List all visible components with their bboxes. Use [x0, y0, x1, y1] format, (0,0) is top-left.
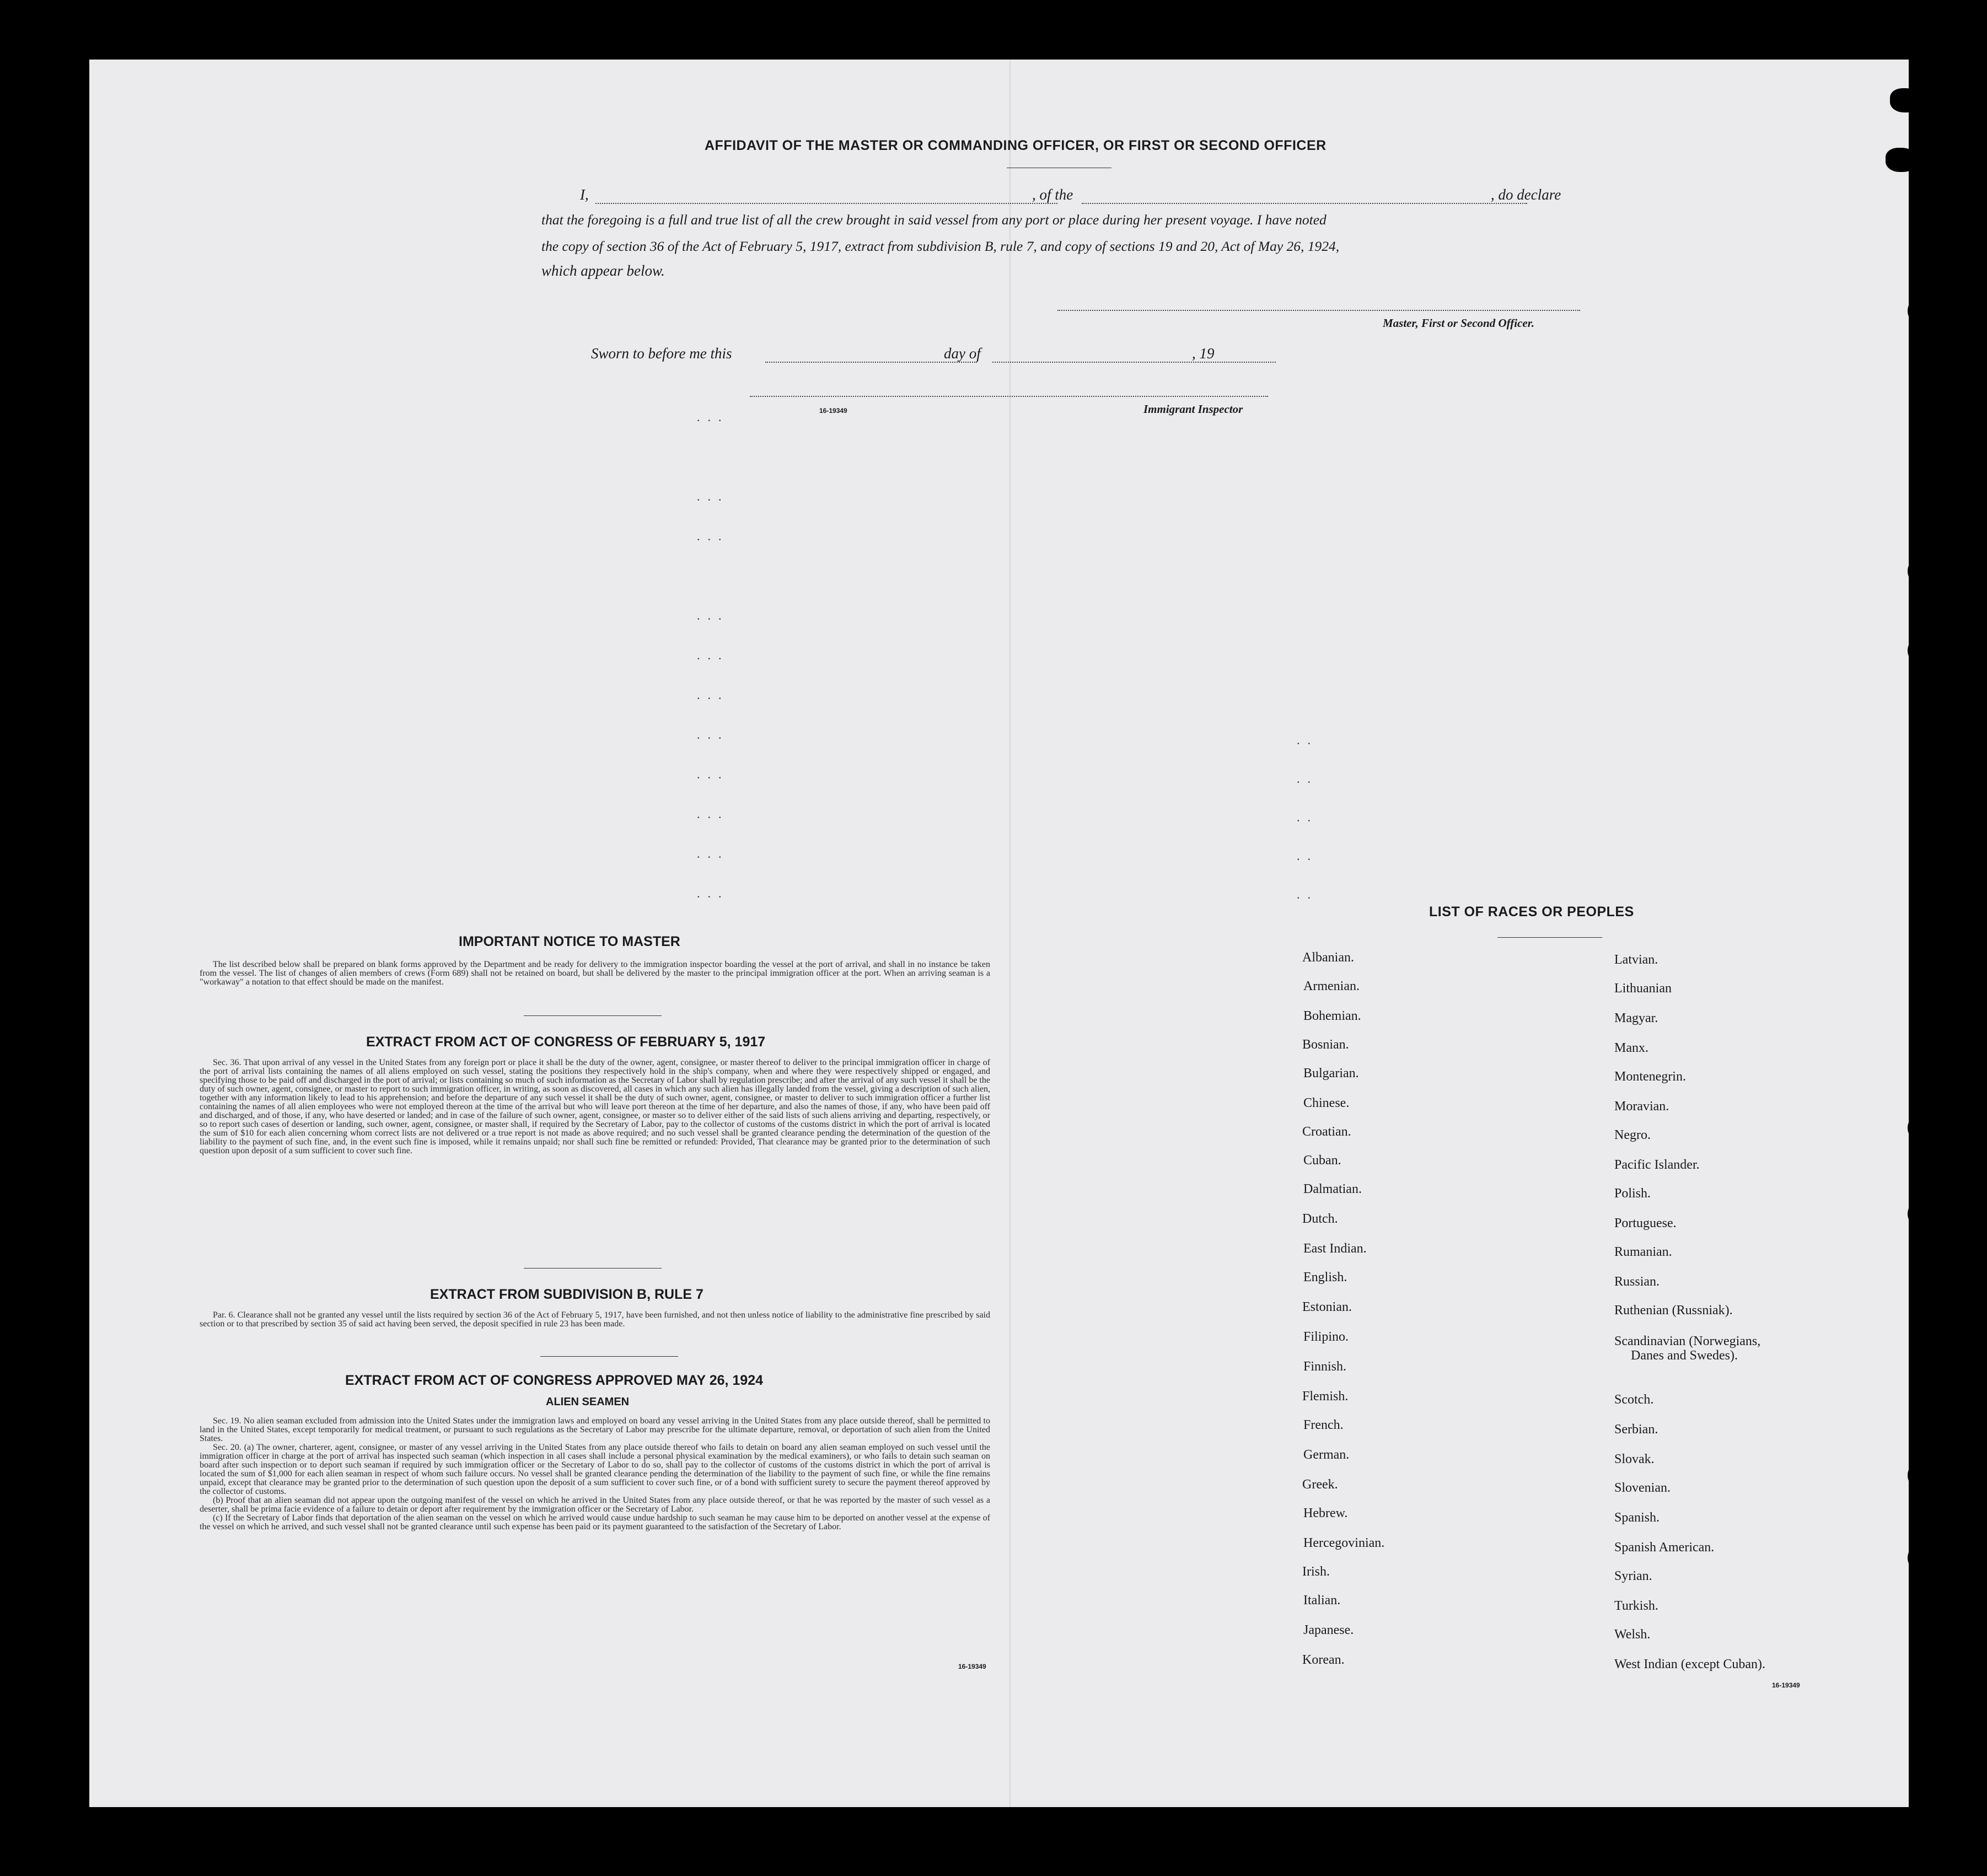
race-item: Turkish.	[1614, 1599, 1658, 1613]
dot-leader: ...	[697, 410, 729, 424]
sec20b-paragraph: (b) Proof that an alien seaman did not appear upon the outgoing manifest of the vessel on which he arrived in the United States from any place outside thereof, or that he was reported by the master of such vessel as a deserter, shall be prima facie evidence of a failure to detain or deport after requirement by the immigration officer or the Secretary of Labor.	[200, 1496, 990, 1514]
race-item: Spanish.	[1614, 1511, 1660, 1525]
extract-1917-body	[200, 1058, 990, 1155]
divider	[540, 1356, 678, 1357]
notice-title: IMPORTANT NOTICE TO MASTER	[459, 934, 680, 949]
race-item: Magyar.	[1614, 1011, 1658, 1025]
dot-leader: ...	[697, 490, 729, 503]
race-item: Irish.	[1302, 1565, 1330, 1579]
sworn-day-of: day of	[944, 345, 981, 362]
race-item: Japanese.	[1303, 1623, 1354, 1637]
race-item: Polish.	[1614, 1186, 1651, 1201]
dot-leader: ...	[697, 767, 729, 781]
race-item: French.	[1303, 1418, 1344, 1432]
punch-hole	[1890, 88, 1923, 112]
fold-crease	[1009, 60, 1011, 1807]
race-item: Estonian.	[1302, 1300, 1352, 1314]
dot-leader: ...	[697, 688, 729, 702]
race-item: Hercegovinian.	[1303, 1536, 1385, 1550]
race-item: Lithuanian	[1614, 981, 1672, 996]
race-item: Ruthenian (Russniak).	[1614, 1303, 1733, 1318]
punch-hole	[1908, 1200, 1936, 1228]
race-item: Bohemian.	[1303, 1009, 1361, 1023]
master-signature-field[interactable]	[1057, 310, 1580, 311]
inspector-signature-field[interactable]	[750, 396, 1268, 397]
race-item: East Indian.	[1303, 1241, 1367, 1256]
affidavit-declaration-line	[580, 186, 1579, 203]
punch-hole	[1886, 148, 1919, 172]
affidavit-of-the: , of the	[1032, 186, 1073, 203]
sec20c-paragraph: (c) If the Secretary of Labor finds that deportation of the alien seaman on the vessel on which he arrived would cause undue hardship to such seaman he may cause him to be deported on another vessel at the expense of the vessel on which he arrived, and such vessel shall not be granted clearance until such expense has been paid or its payment guaranteed to the satisfaction of the Secretary of Labor.	[200, 1513, 990, 1531]
race-item: Hebrew.	[1303, 1506, 1348, 1520]
divider	[524, 1015, 662, 1016]
dot-leader: ...	[697, 648, 729, 662]
race-item: Bulgarian.	[1303, 1066, 1359, 1081]
race-item: West Indian (except Cuban).	[1614, 1657, 1765, 1671]
race-item: Russian.	[1614, 1275, 1660, 1289]
dot-leader: ...	[697, 807, 729, 821]
race-item: Pacific Islander.	[1614, 1158, 1700, 1172]
race-item: Welsh.	[1614, 1627, 1651, 1642]
sec19-paragraph: Sec. 19. No alien seaman excluded from admission into the United States under the immigration laws and employed on board any vessel arriving in the United States from any place outside thereof, shall be permitted to land in the United States, except temporarily for medical treatment, or pursuant to such regulations as the Secretary of Labor may prescribe for the ultimate departure, removal, or deportation of such alien from the United States.	[200, 1416, 990, 1443]
race-item: Korean.	[1302, 1653, 1345, 1667]
race-item: Montenegrin.	[1614, 1069, 1686, 1084]
affidavit-line-2: that the foregoing is a full and true list of all the crew brought in said vessel from any port or place during her present voyage. I have noted	[541, 212, 1327, 228]
race-item: Negro.	[1614, 1128, 1651, 1142]
dot-leader: ..	[1297, 733, 1318, 747]
race-item: Croatian.	[1302, 1125, 1351, 1139]
dot-leader: ..	[1297, 810, 1318, 824]
race-item: Flemish.	[1302, 1389, 1349, 1404]
affidavit-do-declare: , do declare	[1491, 186, 1561, 203]
title-underline	[1497, 937, 1602, 938]
sec20a-paragraph: Sec. 20. (a) The owner, charterer, agent, consignee, or master of any vessel arriving in the United States from any place outside thereof who fails to detain on board any alien seaman employed on such vessel until the immigration officer in charge at the port of arrival has inspected such seaman (which inspection in all cases shall include a personal physical examination by the medical examiners), or who fails to detain such seaman on board after such inspection or to deport such seaman if required by such immigration officer or the Secretary of Labor to do so, shall pay to the collector of customs of the customs district in which the port of arrival is located the sum of $1,000 for each alien seaman in respect of whom such failure occurs. No vessel shall be granted clearance pending the determination of the liability to the payment of such fine, or while the fine remains unpaid, except that clearance may be granted prior to the determination of such question upon the deposit of a sum sufficient to cover such fine, or of a bond with sufficient surety to secure the payment thereof approved by the collector of customs.	[200, 1443, 990, 1496]
punch-hole	[1908, 297, 1936, 325]
dot-leader: ...	[697, 609, 729, 622]
extract-1924-title: EXTRACT FROM ACT OF CONGRESS APPROVED MAY 26, 1924	[345, 1373, 764, 1388]
race-item: Dalmatian.	[1303, 1182, 1362, 1196]
punch-hole	[1908, 1114, 1936, 1142]
race-item: English.	[1303, 1270, 1347, 1284]
race-item: German.	[1303, 1448, 1350, 1462]
dot-leader: ...	[697, 886, 729, 900]
affidavit-line-3: the copy of section 36 of the Act of February 5, 1917, extract from subdivision B, rule 7, and copy of sections 19 and 20, Act of May 26, 1924,	[541, 238, 1340, 254]
affidavit-line-4: which appear below.	[541, 262, 665, 279]
affidavit-title: AFFIDAVIT OF THE MASTER OR COMMANDING OFFICER, OR FIRST OR SECOND OFFICER	[705, 138, 1327, 153]
race-item: Greek.	[1302, 1477, 1338, 1492]
races-form-number: 16-19349	[1772, 1681, 1800, 1689]
race-item: Danes and Swedes).	[1631, 1348, 1738, 1363]
dot-leader: ..	[1297, 888, 1318, 901]
race-item: Chinese.	[1303, 1096, 1350, 1110]
notice-paragraph: The list described below shall be prepared on blank forms approved by the Department and be ready for delivery to the immigration inspector boarding the vessel at the port of arrival, and shall in no instance be taken from the vessel. The list of changes of alien members of crews (Form 689) shall not be retained on board, but shall be delivered by the master to the principal immigration officer at the port. When an arriving seaman is a "workaway" a notation to that effect should be made on the manifest.	[200, 960, 990, 987]
extract-form-number: 16-19349	[958, 1663, 986, 1670]
punch-hole	[1908, 1461, 1936, 1490]
race-item: Syrian.	[1614, 1569, 1652, 1583]
punch-hole	[1908, 557, 1936, 585]
sworn-line	[591, 345, 1275, 362]
race-item: Slovak.	[1614, 1452, 1655, 1466]
race-item: Finnish.	[1303, 1359, 1347, 1374]
race-item: Portuguese.	[1614, 1216, 1677, 1230]
notice-body	[200, 960, 990, 987]
extract-1924-body	[200, 1417, 990, 1531]
dot-leader: ..	[1297, 772, 1318, 786]
race-item: Moravian.	[1614, 1099, 1669, 1114]
sworn-year-field[interactable]	[1224, 362, 1276, 363]
sworn-year-prefix: , 19	[1192, 345, 1215, 362]
affidavit-form-number: 16-19349	[819, 407, 847, 415]
race-item: Cuban.	[1303, 1153, 1341, 1168]
dot-leader: ...	[697, 529, 729, 543]
sworn-prefix: Sworn to before me this	[591, 345, 732, 362]
par6-paragraph: Par. 6. Clearance shall not be granted any vessel until the lists required by section 36 of the Act of February 5, 1917, have been furnished, and not then unless notice of liability to the administrative fine prescribed by said section or to that prescribed by section 35 of said act having been served, the deposit specified in rule 23 has been made.	[200, 1310, 990, 1329]
affidavit-i: I,	[580, 186, 589, 203]
race-item: Scandinavian (Norwegians,	[1614, 1334, 1761, 1348]
races-title: LIST OF RACES OR PEOPLES	[1429, 904, 1634, 920]
race-item: Serbian.	[1614, 1422, 1658, 1437]
dot-leader: ...	[697, 847, 729, 861]
race-item: Latvian.	[1614, 953, 1658, 967]
race-item: Rumanian.	[1614, 1245, 1672, 1259]
punch-hole	[1908, 636, 1936, 665]
race-item: Filipino.	[1303, 1330, 1349, 1344]
inspector-caption: Immigrant Inspector	[1143, 402, 1243, 416]
race-item: Armenian.	[1303, 979, 1360, 993]
sec36-paragraph: Sec. 36. That upon arrival of any vessel in the United States from any foreign port or place it shall be the duty of the owner, agent, consignee, or master thereof to deliver to the principal immigration officer in charge of the port of arrival lists containing the names of all aliens employed on such vessel, stating the positions they respectively hold in the ship's company, when and where they were respectively shipped or engaged, and specifying those to be paid off and discharged in the port of arrival; or lists containing so much of such information as the Secretary of Labor shall by regulation prescribe; and after the arrival of any such vessel it shall be the duty of such owner, agent, consignee, or master to report to such immigration officer, in writing, as soon as discovered, all cases in which any such alien has illegally landed from the vessel, giving a description of such alien, together with any information likely to lead to his apprehension; and before the departure of any such vessel it shall be the duty of such owner, agent, consignee, or master to deliver to such immigration officer a further list containing the names of all alien employees who were not employed thereon at the time of the arrival but who will leave port thereon at the time of her departure, and also the names of those, if any, who have been paid off and discharged, and of those, if any, who have deserted or landed; and in case of the failure of such owner, agent, consignee, or master so to deliver either of the said lists of such aliens arriving and departing, respectively, or so to report such cases of desertion or landing, such owner, agent, consignee, or master shall, if required by the Secretary of Labor, pay to the collector of customs of the customs district in which the port of arrival is located the sum of $10 for each alien concerning whom correct lists are not delivered or a true report is not made as above required; and no such vessel shall be granted clearance pending the determination of the question of the liability to the payment of such fine, and, in the event such fine is imposed, while it remains unpaid; nor shall such fine be remitted or refunded: Provided, That clearance may be granted prior to the determination of such question upon deposit of a sum sufficient to cover such fine.	[200, 1058, 990, 1155]
race-item: Slovenian.	[1614, 1481, 1671, 1495]
dot-leader: ..	[1297, 849, 1318, 863]
master-signature-caption: Master, First or Second Officer.	[1383, 316, 1534, 330]
extract-1917-title: EXTRACT FROM ACT OF CONGRESS OF FEBRUARY 5, 1917	[366, 1034, 766, 1050]
name-field[interactable]	[595, 203, 1057, 204]
extract-rule7-title: EXTRACT FROM SUBDIVISION B, RULE 7	[430, 1287, 703, 1302]
race-item: Dutch.	[1302, 1212, 1338, 1226]
race-item: Bosnian.	[1302, 1038, 1349, 1052]
race-item: Italian.	[1303, 1593, 1341, 1608]
race-item: Spanish American.	[1614, 1540, 1715, 1555]
alien-seamen-subtitle: ALIEN SEAMEN	[546, 1396, 630, 1408]
race-item: Scotch.	[1614, 1393, 1654, 1407]
race-item: Manx.	[1614, 1041, 1648, 1055]
dot-leader: ...	[697, 728, 729, 741]
extract-rule7-body	[200, 1311, 990, 1329]
punch-hole	[1908, 1544, 1936, 1572]
vessel-field[interactable]	[1082, 203, 1527, 204]
race-item: Albanian.	[1302, 950, 1354, 965]
